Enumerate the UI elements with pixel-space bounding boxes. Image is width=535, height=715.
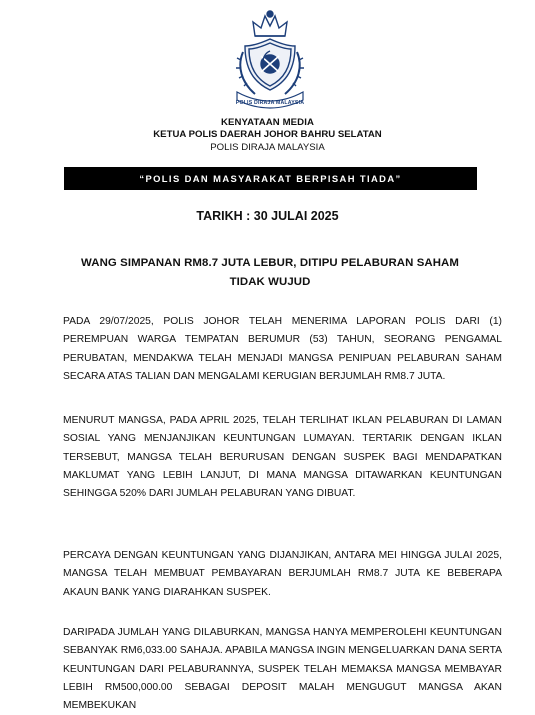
- motto-banner: [64, 167, 477, 190]
- svg-text:POLIS DIRAJA MALAYSIA: POLIS DIRAJA MALAYSIA: [235, 100, 305, 106]
- agency-line: POLIS DIRAJA MALAYSIA: [210, 142, 325, 153]
- body-paragraph: MENURUT MANGSA, PADA APRIL 2025, TELAH TERLIHAT IKLAN PELABURAN DI LAMAN SOSIAL YANG MENJANJIKAN KEUNTUNGAN LUMAYAN. TERTARIK DENGAN IKLAN TERSEBUT, MANGSA TELAH BERURUSAN DENGAN SUSPEK BAGI MENDAPATKAN MAKLUMAT YANG LEBIH LANJUT, DI MANA MANGSA DITAWARKAN KEUNTUNGAN SEHINGGA 520% DARI JUMLAH PELABURAN YANG DIBUAT.: [63, 415, 502, 500]
- issuing-office-line: KETUA POLIS DAERAH JOHOR BAHRU SELATAN: [153, 129, 382, 140]
- media-statement-label: KENYATAAN MEDIA: [221, 117, 314, 128]
- body-paragraph: PERCAYA DENGAN KEUNTUNGAN YANG DIJANJIKAN, ANTARA MEI HINGGA JULAI 2025, MANGSA TELAH MEMBUAT PEMBAYARAN BERJUMLAH RM8.7 JUTA KE BEBERAPA AKAUN BANK YANG DIARAHKAN SUSPEK.: [63, 550, 502, 598]
- motto-text: “POLIS DAN MASYARAKAT BERPISAH TIADA”: [139, 173, 402, 184]
- headline: WANG SIMPANAN RM8.7 JUTA LEBUR, DITIPU PELABURAN SAHAM TIDAK WUJUD: [81, 257, 459, 288]
- crown-icon: [253, 16, 287, 36]
- date-line: TARIKH : 30 JULAI 2025: [196, 209, 339, 223]
- body-paragraph: DARIPADA JUMLAH YANG DILABURKAN, MANGSA HANYA MEMPEROLEHI KEUNTUNGAN SEBANYAK RM6,033.00 SAHAJA. APABILA MANGSA INGIN MENGELUARKAN DANA SERTA KEUNTUNGAN DARI PELABURANNYA, SUSPEK TELAH MEMAKSA MANGSA MEMBAYAR LEBIH RM500,000.00 SEBAGAI DEPOSIT MALAH MENGUGUT MANGSA AKAN MEMBEKUKAN: [63, 627, 502, 712]
- body-paragraph: PADA 29/07/2025, POLIS JOHOR TELAH MENERIMA LAPORAN POLIS DARI (1) PEREMPUAN WARGA TEMPATAN BERUMUR (53) TAHUN, SEORANG PENGAMAL PERUBATAN, MENDAKWA TELAH MENJADI MANGSA PENIPUAN PELABURAN SAHAM SECARA ATAS TALIAN DAN MENGALAMI KERUGIAN BERJUMLAH RM8.7 JUTA.: [63, 316, 502, 382]
- police-crest-logo: [229, 6, 311, 114]
